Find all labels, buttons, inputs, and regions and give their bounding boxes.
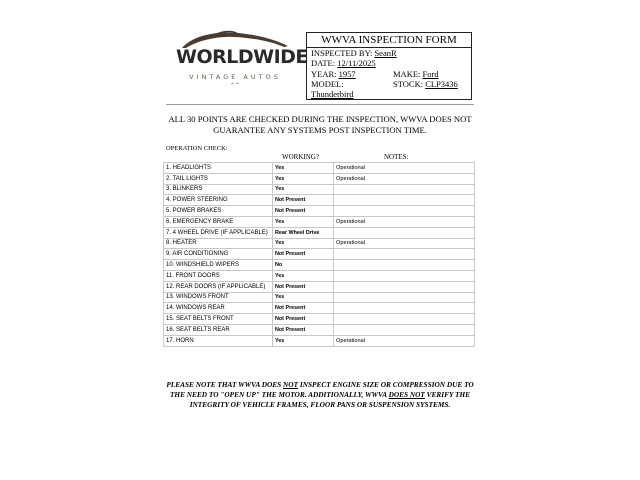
header-separator — [166, 104, 474, 105]
notes-cell — [334, 184, 475, 195]
footer-text-1: PLEASE NOTE THAT WWVA DOES — [166, 380, 284, 389]
footer-not-1: NOT — [283, 380, 299, 389]
model-value-line — [311, 89, 354, 99]
table-row — [164, 227, 475, 238]
item-cell: 16. SEAT BELTS REAR — [164, 324, 273, 335]
stock-label: STOCK: — [393, 79, 424, 89]
footer-notice — [160, 380, 480, 410]
table-row — [164, 206, 475, 217]
notes-cell — [334, 281, 475, 292]
item-cell: 17. HORN — [164, 335, 273, 346]
table-row — [164, 195, 475, 206]
working-cell: Yes — [273, 238, 334, 249]
table-row — [164, 292, 475, 303]
item-cell: 4. POWER STEERING — [164, 195, 273, 206]
item-cell: 2. TAIL LIGHTS — [164, 173, 273, 184]
working-column-header: WORKING? — [282, 153, 319, 161]
notes-cell: Operational — [334, 238, 475, 249]
notes-cell — [334, 227, 475, 238]
working-cell: Rear Wheel Drive — [273, 227, 334, 238]
item-cell: 9. AIR CONDITIONING — [164, 249, 273, 260]
working-cell: Not Present — [273, 314, 334, 325]
table-row — [164, 249, 475, 260]
table-row — [164, 324, 475, 335]
table-row — [164, 314, 475, 325]
table-row — [164, 335, 475, 346]
disclaimer-line-2: GUARANTEE ANY SYSTEMS POST INSPECTION TIME. — [213, 125, 427, 135]
working-cell: Yes — [273, 270, 334, 281]
item-cell: 7. 4 WHEEL DRIVE (IF APPLICABLE) — [164, 227, 273, 238]
date-label: DATE: — [311, 58, 336, 68]
notes-cell — [334, 249, 475, 260]
working-cell: Not Present — [273, 206, 334, 217]
model-field — [311, 79, 344, 89]
notes-cell — [334, 260, 475, 271]
working-cell: Not Present — [273, 324, 334, 335]
item-cell: 6. EMERGENCY BRAKE — [164, 216, 273, 227]
model-value: Thunderbird — [311, 89, 354, 99]
inspected-by-value: SeanR — [374, 48, 397, 58]
item-cell: 11. FRONT DOORS — [164, 270, 273, 281]
working-cell: Not Present — [273, 195, 334, 206]
operation-check-rows — [164, 163, 475, 347]
table-row — [164, 281, 475, 292]
item-cell: 8. HEATER — [164, 238, 273, 249]
table-row — [164, 238, 475, 249]
disclaimer-line-1: ALL 30 POINTS ARE CHECKED DURING THE INSPECTION, WWVA DOES NOT — [168, 114, 472, 124]
notes-cell: Operational — [334, 163, 475, 174]
year-field — [311, 69, 356, 79]
item-cell: 13. WINDOWS FRONT — [164, 292, 273, 303]
item-cell: 10. WINDSHIELD WIPERS — [164, 260, 273, 271]
logo-sub-text: VINTAGE AUTOS — [189, 73, 281, 81]
year-label: YEAR: — [311, 69, 337, 79]
working-cell: Yes — [273, 163, 334, 174]
inspected-by-field — [311, 48, 397, 58]
item-cell: 14. WINDOWS REAR — [164, 303, 273, 314]
item-cell: 1. HEADLIGHTS — [164, 163, 273, 174]
table-row — [164, 260, 475, 271]
make-label: MAKE: — [393, 69, 421, 79]
working-cell: No — [273, 260, 334, 271]
notes-cell: Operational — [334, 173, 475, 184]
table-row — [164, 173, 475, 184]
working-cell: Not Present — [273, 249, 334, 260]
logo-brand-text: WORLDWIDE — [176, 46, 308, 68]
make-field — [393, 69, 439, 79]
inspected-by-label: INSPECTED BY: — [311, 48, 373, 58]
item-cell: 5. POWER BRAKES — [164, 206, 273, 217]
year-value: 1957 — [338, 69, 356, 79]
form-title: WWVA INSPECTION FORM — [321, 34, 457, 46]
model-label: MODEL: — [311, 79, 344, 89]
worldwide-vintage-autos-logo — [176, 28, 308, 92]
form-header-box — [306, 32, 472, 100]
operation-check-title: OPERATION CHECK: — [166, 145, 228, 152]
notes-cell — [334, 292, 475, 303]
working-cell: Yes — [273, 173, 334, 184]
footer-text-3: VERIFY THE INTEGRITY OF VEHICLE FRAMES, FLOOR PANS OR SUSPENSION SYSTEMS. — [189, 390, 471, 409]
notes-cell — [334, 206, 475, 217]
item-cell: 15. SEAT BELTS FRONT — [164, 314, 273, 325]
notes-column-header: NOTES: — [384, 153, 409, 161]
make-value: Ford — [422, 69, 439, 79]
operation-check-table — [163, 162, 475, 347]
stock-value: CLP3436 — [425, 79, 458, 89]
notes-cell — [334, 270, 475, 281]
item-cell: 12. REAR DOORS (IF APPLICABLE) — [164, 281, 273, 292]
notes-cell — [334, 303, 475, 314]
date-field — [311, 58, 376, 68]
table-row — [164, 184, 475, 195]
inspection-disclaimer — [166, 114, 474, 136]
working-cell: Yes — [273, 184, 334, 195]
table-row — [164, 216, 475, 227]
table-row — [164, 303, 475, 314]
footer-not-2: DOES NOT — [388, 390, 425, 399]
notes-cell: Operational — [334, 216, 475, 227]
notes-cell — [334, 324, 475, 335]
working-cell: Yes — [273, 292, 334, 303]
notes-cell — [334, 314, 475, 325]
working-cell: Not Present — [273, 303, 334, 314]
working-cell: Yes — [273, 335, 334, 346]
table-row — [164, 270, 475, 281]
working-cell: Yes — [273, 216, 334, 227]
item-cell: 3. BLINKERS — [164, 184, 273, 195]
table-row — [164, 163, 475, 174]
notes-cell — [334, 195, 475, 206]
date-value: 12/11/2025 — [337, 58, 376, 68]
notes-cell: Operational — [334, 335, 475, 346]
logo-mark: ⌃⌃ — [229, 83, 241, 89]
stock-field — [393, 79, 458, 89]
footer-text-2: INSPECT ENGINE SIZE OR COMPRESSION DUE TO THE NEED TO "OPEN UP" THE MOTOR. ADDITIONALLY, WWVA — [169, 380, 474, 399]
working-cell: Not Present — [273, 281, 334, 292]
